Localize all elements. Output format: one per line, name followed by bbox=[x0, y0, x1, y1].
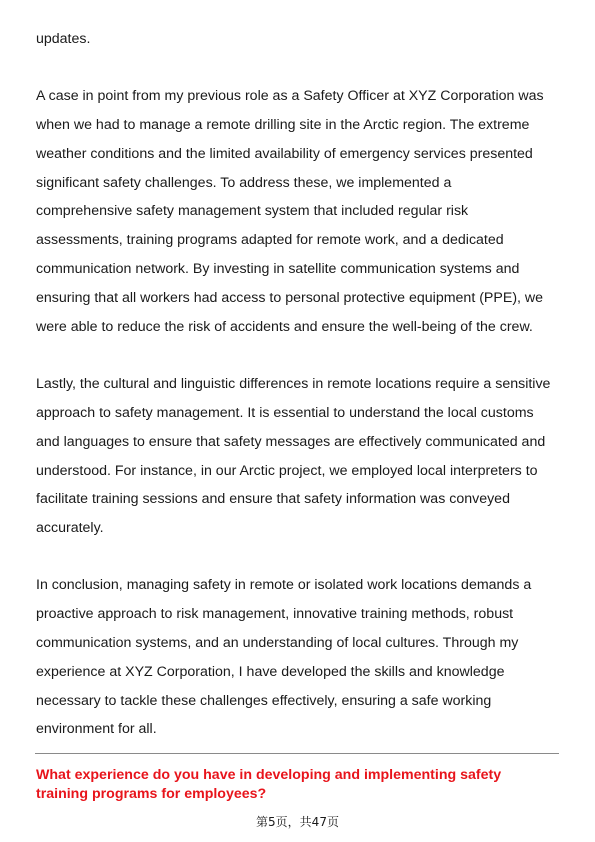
body-line: environment for all. bbox=[36, 721, 157, 737]
question-line: What experience do you have in developing and implementing safety bbox=[36, 767, 502, 783]
body-line: updates. bbox=[36, 31, 91, 47]
section-divider bbox=[35, 753, 559, 754]
body-line: significant safety challenges. To address these, we implemented a bbox=[36, 175, 452, 191]
body-line: communication systems, and an understanding of local cultures. Through my bbox=[36, 635, 519, 651]
body-line: experience at XYZ Corporation, I have developed the skills and knowledge bbox=[36, 664, 505, 680]
body-line: assessments, training programs adapted for remote work, and a dedicated bbox=[36, 232, 504, 248]
body-line: necessary to tackle these challenges effectively, ensuring a safe working bbox=[36, 693, 492, 709]
body-line: and languages to ensure that safety messages are effectively communicated and bbox=[36, 434, 546, 450]
body-line: proactive approach to risk management, innovative training methods, robust bbox=[36, 606, 514, 622]
body-line: weather conditions and the limited availability of emergency services presented bbox=[36, 146, 533, 162]
body-line: Lastly, the cultural and linguistic differences in remote locations require a sensitive bbox=[36, 376, 551, 392]
question-heading bbox=[36, 766, 536, 803]
body-line: facilitate training sessions and ensure that safety information was conveyed bbox=[36, 491, 510, 507]
body-line: approach to safety management. It is essential to understand the local customs bbox=[36, 405, 534, 421]
body-line: when we had to manage a remote drilling site in the Arctic region. The extreme bbox=[36, 117, 530, 133]
page-number: 第5页，共47页 bbox=[256, 815, 339, 829]
body-line: In conclusion, managing safety in remote or isolated work locations demands a bbox=[36, 577, 532, 593]
body-line: were able to reduce the risk of accidents and ensure the well-being of the crew. bbox=[36, 319, 533, 335]
body-line: accurately. bbox=[36, 520, 104, 536]
question-line: training programs for employees? bbox=[36, 785, 267, 802]
body-line: understood. For instance, in our Arctic project, we employed local interpreters to bbox=[36, 463, 538, 479]
body-line: communication network. By investing in satellite communication systems and bbox=[36, 261, 520, 277]
body-line: comprehensive safety management system that included regular risk bbox=[36, 203, 469, 219]
body-line: A case in point from my previous role as a Safety Officer at XYZ Corporation was bbox=[36, 88, 544, 104]
body-line: ensuring that all workers had access to personal protective equipment (PPE), we bbox=[36, 290, 544, 306]
